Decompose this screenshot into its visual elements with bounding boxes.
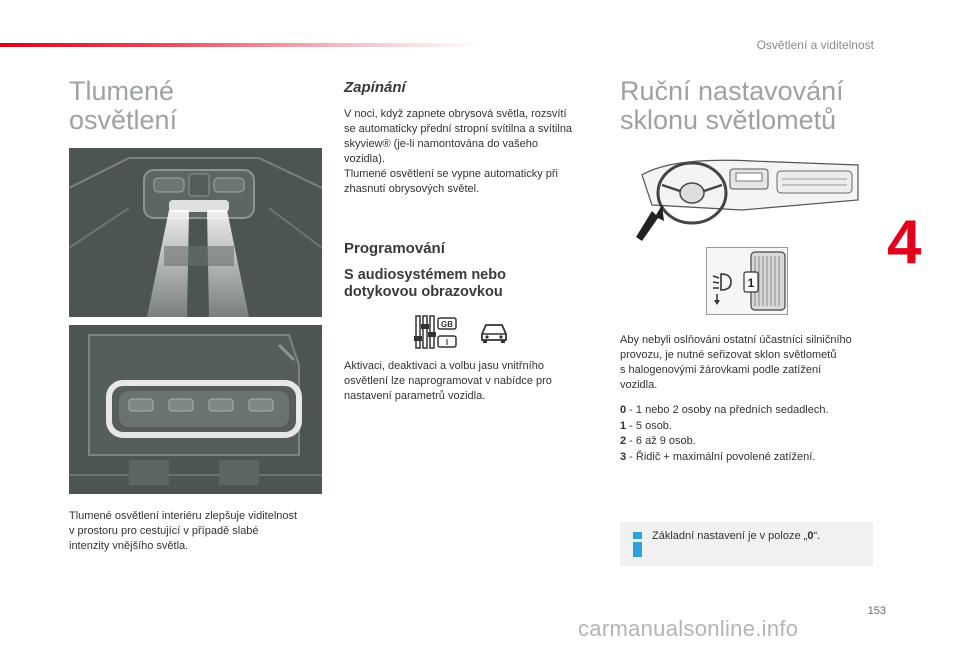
list-item: [620, 450, 829, 466]
prog-line-2: osvětlení lze naprogramovat v nabídce pro: [344, 375, 552, 387]
prog-line-1: Aktivaci, deaktivaci a volbu jasu vnitřního: [344, 360, 544, 372]
heading-programovani: Programování: [344, 240, 445, 257]
title-rucni-nastavovani: [620, 77, 844, 135]
audio-title-line-2: dotykovou obrazovkou: [344, 284, 503, 300]
chapter-number: 4: [887, 208, 922, 277]
caption-line-1: Tlumené osvětlení interiéru zlepšuje viditelnost: [69, 510, 298, 522]
adjuster-positions-list: [620, 403, 829, 465]
car-icon: [478, 320, 510, 344]
header-accent-bar: [0, 43, 480, 47]
programovani-text: [344, 359, 606, 404]
info-prefix: Základní nastavení je v poloze „: [652, 530, 808, 542]
info-value: 0: [807, 530, 814, 542]
info-icon: [630, 530, 646, 558]
page-number: 153: [867, 605, 886, 617]
caption-line-2: v prostoru pro cestující v případě slabé: [69, 525, 259, 537]
caption-line-3: intenzity vnějšího světla.: [69, 540, 189, 552]
title-tlumene-osvetleni: [69, 77, 177, 135]
position-text: - 5 osob.: [626, 419, 672, 432]
section-header-title: Osvětlení a viditelnost: [756, 38, 874, 52]
info-suffix: “.: [813, 530, 821, 542]
intro-line-3: s halogenovými žárovkami podle zatížení: [620, 364, 822, 376]
watermark: carmanualsonline.info: [578, 616, 799, 641]
list-item: [620, 419, 829, 435]
position-key: 2: [620, 435, 627, 447]
title-right-line-2: sklonu světlometů: [620, 105, 837, 135]
position-key: 0: [620, 404, 627, 416]
icon-gb-label: GB: [441, 320, 453, 329]
zapinani-line-1: V noci, když zapnete obrysová světla, rozsvítí: [344, 108, 567, 120]
headlamp-intro-text: [620, 333, 882, 393]
list-item: [620, 434, 829, 450]
ceiling-light-illustration: [69, 148, 322, 317]
adjuster-knob-label: 1: [747, 276, 755, 290]
skyview-light-illustration: [69, 325, 322, 494]
heading-audiosystem: [344, 267, 506, 301]
position-text: - 1 nebo 2 osoby na předních sedadlech.: [626, 404, 829, 416]
position-text: - Řidič + maximální povolené zatížení.: [626, 450, 816, 463]
title-line-1: Tlumené: [69, 76, 175, 106]
audio-title-line-1: S audiosystémem nebo: [344, 267, 506, 283]
prog-line-3: nastavení parametrů vozidla.: [344, 390, 486, 402]
intro-line-1: Aby nebyli oslňováni ostatní účastníci silničního: [620, 334, 852, 346]
position-text: - 6 až 9 osob.: [626, 435, 696, 447]
position-key: 3: [620, 450, 627, 463]
zapinani-line-6: zhasnutí obrysových světel.: [344, 183, 480, 195]
zapinani-line-3: skyview® (je-li namontována do vašeho: [344, 138, 538, 150]
zapinani-line-4: vozidla).: [344, 153, 385, 165]
zapinani-line-5: Tlumené osvětlení se vypne automaticky při: [344, 168, 558, 180]
list-item: [620, 403, 829, 419]
position-key: 1: [620, 419, 627, 432]
info-note-box: [620, 522, 873, 566]
headlamp-adjuster-illustration: [706, 247, 788, 315]
heading-zapinani: Zapínání: [344, 79, 406, 96]
info-note-text: [652, 530, 820, 542]
intro-line-2: provozu, je nutné seřizovat sklon světlometů: [620, 349, 837, 361]
title-right-line-1: Ruční nastavování: [620, 76, 844, 106]
title-line-2: osvětlení: [69, 105, 178, 135]
icon-i-label: I: [445, 338, 449, 347]
zapinani-line-2: se automaticky přední stropní svítilna a svítilna: [344, 123, 573, 135]
caption-tlumene-osvetleni: [69, 509, 331, 554]
settings-sliders-icon: [414, 314, 458, 352]
ceiling-light-photo: [69, 148, 322, 317]
intro-line-4: vozidla.: [620, 379, 658, 391]
dashboard-illustration: [632, 155, 860, 243]
skyview-light-photo: [69, 325, 322, 494]
zapinani-text: [344, 107, 606, 197]
